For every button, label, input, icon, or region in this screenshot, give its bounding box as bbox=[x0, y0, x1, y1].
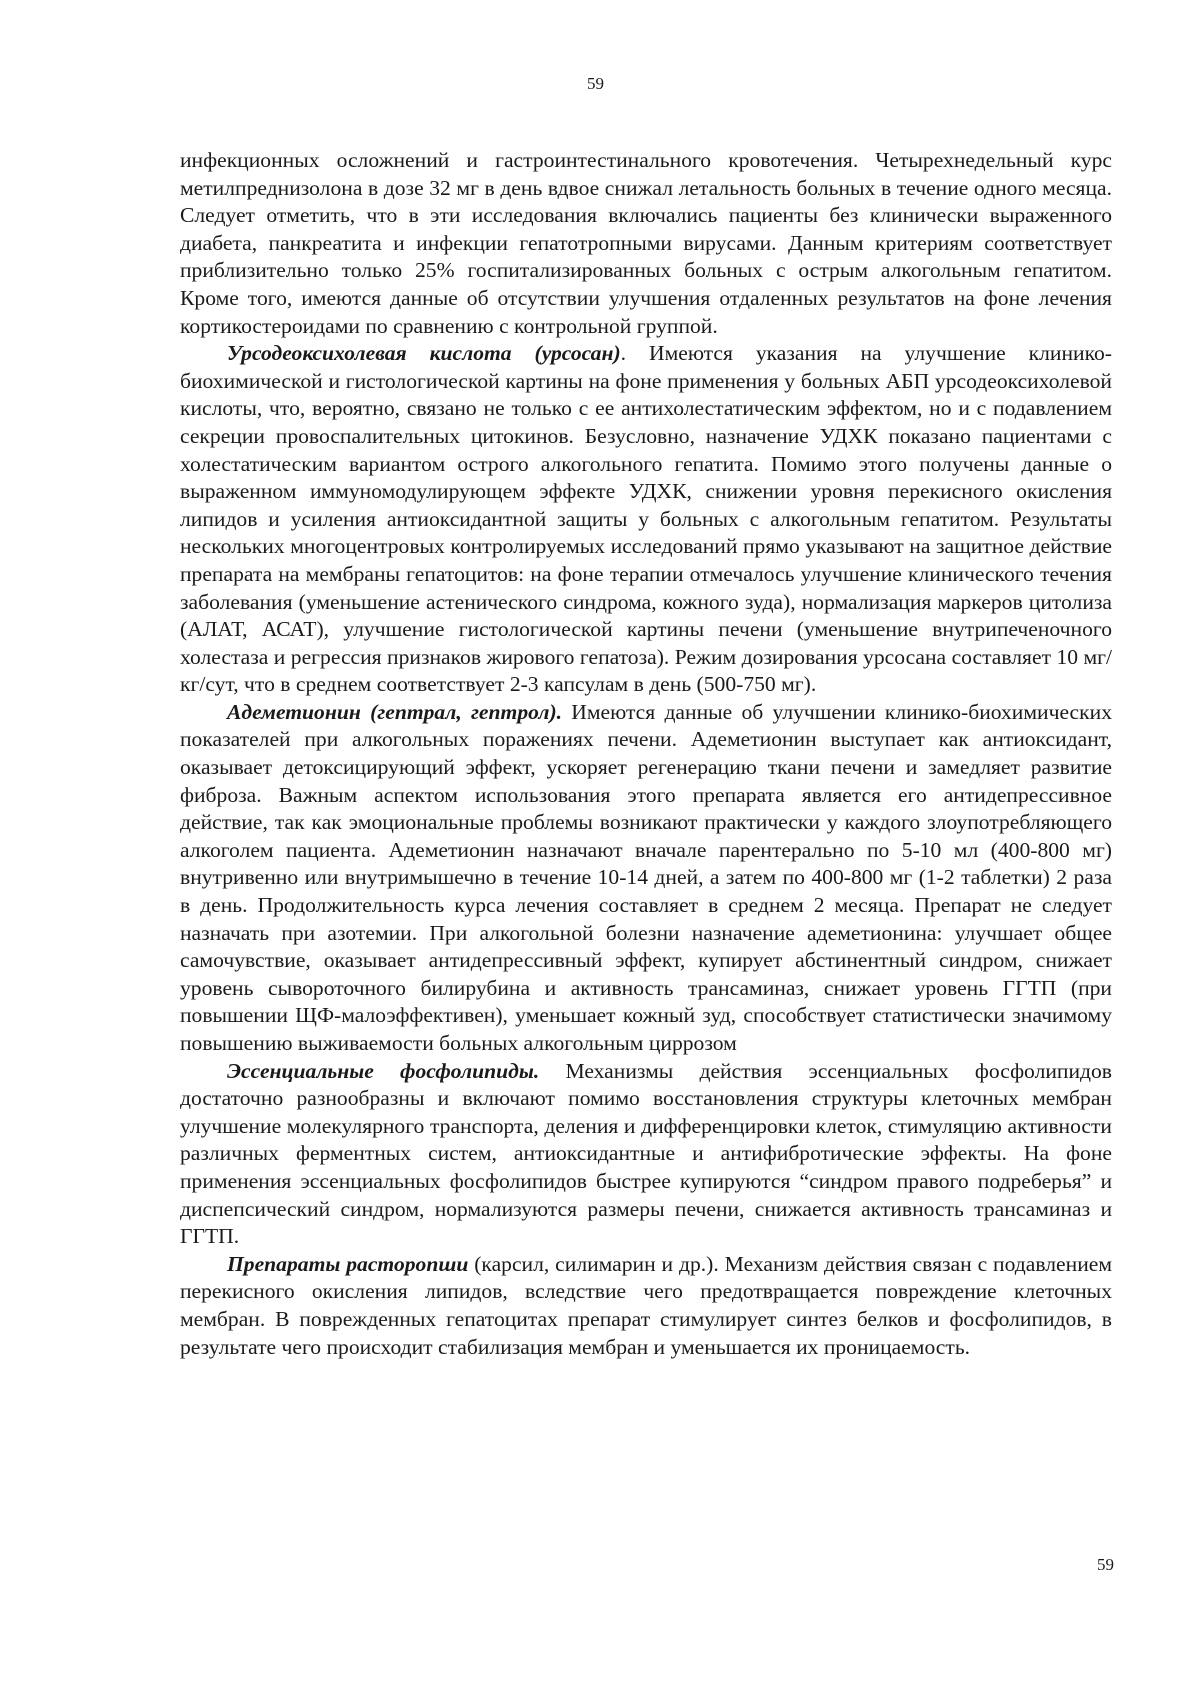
paragraph-lead: Препараты расторопши bbox=[227, 1251, 469, 1276]
paragraph-ursosan bbox=[180, 340, 1112, 699]
paragraph-lead: Эссенциальные фосфолипиды. bbox=[227, 1058, 540, 1083]
paragraph-text: Механизмы действия эссенциальных фосфолипидов достаточно разнообразны и включают помимо восстановления структуры клеточных мембран улучшение молекулярного транспорта, деления и дифференцировки клеток, стимуляцию активности различных ферментных систем, антиоксидантные и антифибротические эффекты. На фоне применения эссенциальных фосфолипидов быстрее купируются “синдром правого подреберья” и диспепсический синдром, нормализуются размеры печени, снижается активность трансаминаз и ГГТП. bbox=[180, 1058, 1112, 1249]
paragraph-text: . Имеются указания на улучшение клинико-биохимической и гистологической картины на фоне применения у больных АБП урсодеоксихолевой кислоты, что, вероятно, связано не только с ее антихолестатическим эффектом, но и с подавлением секреции провоспалительных цитокинов. Безусловно, назначение УДХК показано пациентами с холестатическим вариантом острого алкогольного гепатита. Помимо этого получены данные о выраженном иммуномодулирующем эффекте УДХК, снижении уровня перекисного окисления липидов и усиления антиоксидантной защиты у больных с алкогольным гепатитом. Результаты нескольких многоцентровых контролируемых исследований прямо указывают на защитное действие препарата на мембраны гепатоцитов: на фоне терапии отмечалось улучшение клинического течения заболевания (уменьшение астенического синдрома, кожного зуда), нормализация маркеров цитолиза (АЛАТ, АСАТ), улучшение гистологической картины печени (уменьшение внутрипеченочного холестаза и регрессия признаков жирового гепатоза). Режим дозирования урсосана составляет 10 мг/кг/сут, что в среднем соответствует 2-3 капсулам в день (500-750 мг). bbox=[180, 341, 1112, 697]
paragraph-milk-thistle bbox=[180, 1251, 1112, 1361]
paragraph-corticosteroids bbox=[180, 147, 1112, 340]
paragraph-lead: Урсодеоксихолевая кислота (урсосан) bbox=[227, 341, 621, 366]
page-number-bottom: 59 bbox=[1097, 1555, 1114, 1574]
paragraph-text: инфекционных осложнений и гастроинтестинального кровотечения. Четырехнедельный курс метилпреднизолона в дозе 32 мг в день вдвое снижал летальность больных в течение одного месяца. Следует отметить, что в эти исследования включались пациенты без клинически выраженного диабета, панкреатита и инфекции гепатотропными вирусами. Данным критериям соответствует приблизительно только 25% госпитализированных больных с острым алкогольным гепатитом. Кроме того, имеются данные об отсутствии улучшения отдаленных результатов на фоне лечения кортикостероидами по сравнению с контрольной группой. bbox=[180, 148, 1112, 338]
paragraph-text: Имеются данные об улучшении клинико-биохимических показателей при алкогольных поражениях печени. Адеметионин выступает как антиоксидант, оказывает детоксицирующий эффект, ускоряет регенерацию ткани печени и замедляет развитие фиброза. Важным аспектом использования этого препарата является его антидепрессивное действие, так как эмоциональные проблемы возникают практически у каждого злоупотребляющего алкоголем пациента. Адеметионин назначают вначале парентерально по 5-10 мл (400-800 мг) внутривенно или внутримышечно в течение 10-14 дней, а затем по 400-800 мг (1-2 таблетки) 2 раза в день. Продолжительность курса лечения составляет в среднем 2 месяца. Препарат не следует назначать при азотемии. При алкогольной болезни назначение адеметионина: улучшает общее самочувствие, оказывает антидепрессивный эффект, купирует абстинентный синдром, снижает уровень сывороточного билирубина и активность трансаминаз, снижает уровень ГГТП (при повышении ЩФ-малоэффективен), уменьшает кожный зуд, способствует статистически значимому повышению выживаемости больных алкогольным циррозом bbox=[180, 699, 1112, 1055]
paragraph-text: (карсил, силимарин и др.). Механизм действия связан с подавлением перекисного окисления липидов, вследствие чего предотвращается повреждение клеточных мембран. В поврежденных гепатоцитах препарат стимулирует синтез белков и фосфолипидов, в результате чего происходит стабилизация мембран и уменьшается их проницаемость. bbox=[180, 1251, 1112, 1359]
page-number-top: 59 bbox=[587, 74, 604, 93]
paragraph-phospholipids bbox=[180, 1058, 1112, 1251]
paragraph-lead: Адеметионин (гептрал, гептрол). bbox=[227, 699, 563, 724]
paragraph-ademetionine bbox=[180, 699, 1112, 1058]
body-text bbox=[180, 147, 1112, 1361]
